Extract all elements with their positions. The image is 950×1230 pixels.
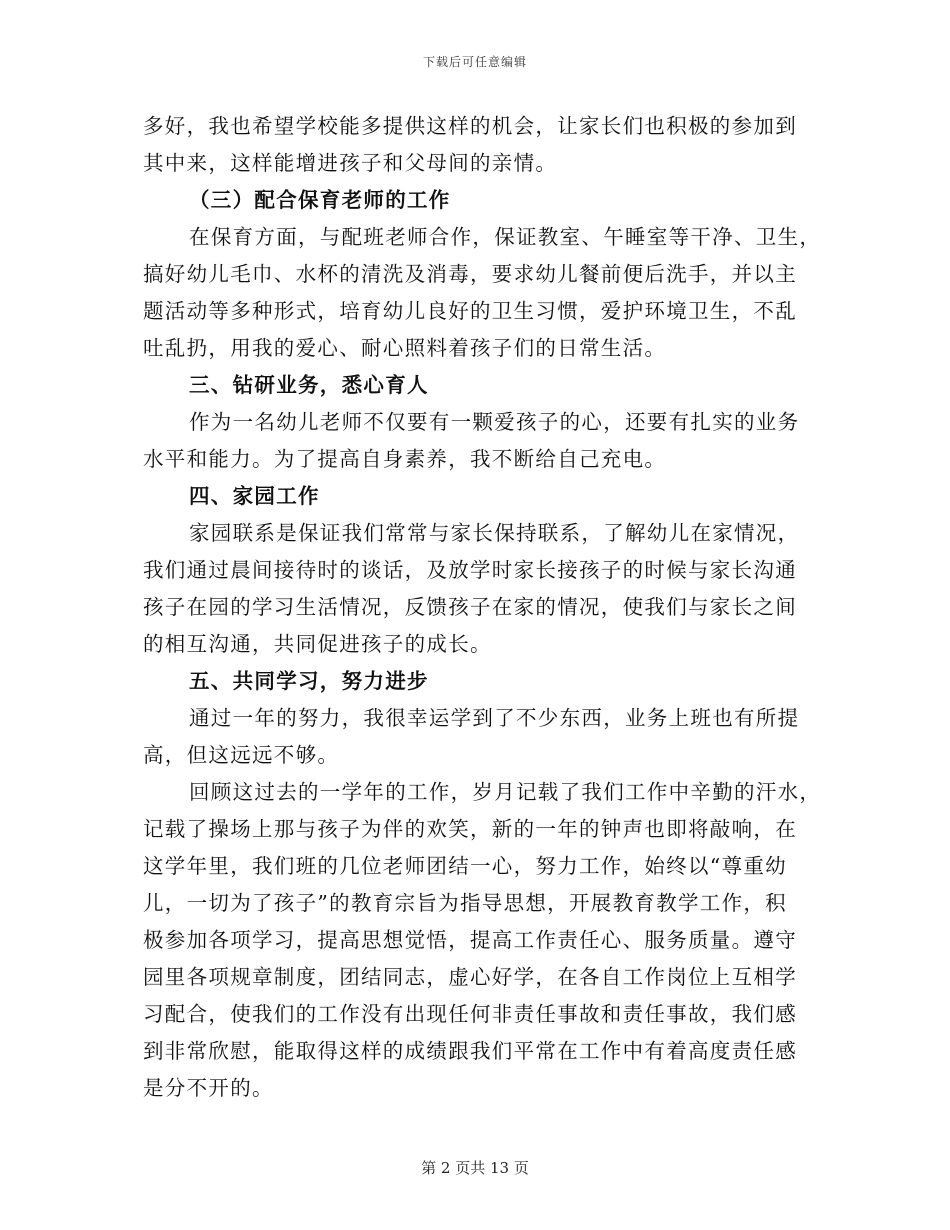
- section-heading: 五、共同学习，努力进步: [189, 669, 429, 693]
- paragraph-line: 水平和能力。为了提高自身素养，我不断给自己充电。: [143, 447, 667, 471]
- paragraph-line: 回顾这过去的一学年的工作，岁月记载了我们工作中辛勤的汗水，: [189, 780, 822, 804]
- paragraph-line: 吐乱扔，用我的爱心、耐心照料着孩子们的日常生活。: [143, 336, 667, 360]
- paragraph-line: 搞好幼儿毛巾、水杯的清洗及消毒，要求幼儿餐前便后洗手，并以主: [143, 262, 797, 286]
- paragraph-line: 习配合，使我们的工作没有出现任何非责任事故和责任事故，我们感: [143, 1002, 797, 1026]
- section-heading: 四、家园工作: [189, 484, 320, 508]
- paragraph-line: 的相互沟通，共同促进孩子的成长。: [143, 632, 492, 656]
- paragraph-line: 在保育方面，与配班老师合作，保证教室、午睡室等干净、卫生，: [189, 225, 822, 249]
- section-heading: 三、钻研业务，悉心育人: [189, 373, 429, 397]
- paragraph-line: 高，但这远远不够。: [143, 743, 340, 767]
- paragraph-line: 孩子在园的学习生活情况，反馈孩子在家的情况，使我们与家长之间: [143, 595, 797, 619]
- paragraph-line: 园里各项规章制度，团结同志，虚心好学，在各自工作岗位上互相学: [143, 965, 797, 989]
- document-body: [143, 108, 822, 1107]
- paragraph-line: 作为一名幼儿老师不仅要有一颗爱孩子的心，还要有扎实的业务: [189, 410, 800, 434]
- page-header: 下载后可任意编辑: [422, 55, 527, 69]
- paragraph-line: 多好，我也希望学校能多提供这样的机会，让家长们也积极的参加到: [143, 114, 797, 138]
- paragraph-line: 极参加各项学习，提高思想觉悟，提高工作责任心、服务质量。遵守: [143, 928, 797, 952]
- paragraph-line: 家园联系是保证我们常常与家长保持联系，了解幼儿在家情况，: [189, 521, 800, 545]
- paragraph-line: 是分不开的。: [143, 1076, 274, 1100]
- paragraph-line: 到非常欣慰，能取得这样的成绩跟我们平常在工作中有着高度责任感: [143, 1039, 797, 1063]
- paragraph-line: 记载了操场上那与孩子为伴的欢笑，新的一年的钟声也即将敲响，在: [143, 817, 797, 841]
- section-heading: （三）配合保育老师的工作: [189, 188, 451, 212]
- paragraph-line: 通过一年的努力，我很幸运学到了不少东西，业务上班也有所提: [189, 706, 800, 730]
- paragraph-line: 这学年里，我们班的几位老师团结一心，努力工作，始终以“尊重幼: [143, 854, 787, 878]
- page-footer: 第 2 页共 13 页: [421, 1159, 529, 1177]
- paragraph-line: 儿，一切为了孩子”的教育宗旨为指导思想，开展教育教学工作，积: [143, 891, 787, 915]
- paragraph-line: 题活动等多种形式，培育幼儿良好的卫生习惯，爱护环境卫生，不乱: [143, 299, 797, 323]
- paragraph-line: 我们通过晨间接待时的谈话，及放学时家长接孩子的时候与家长沟通: [143, 558, 797, 582]
- paragraph-line: 其中来，这样能增进孩子和父母间的亲情。: [143, 151, 558, 175]
